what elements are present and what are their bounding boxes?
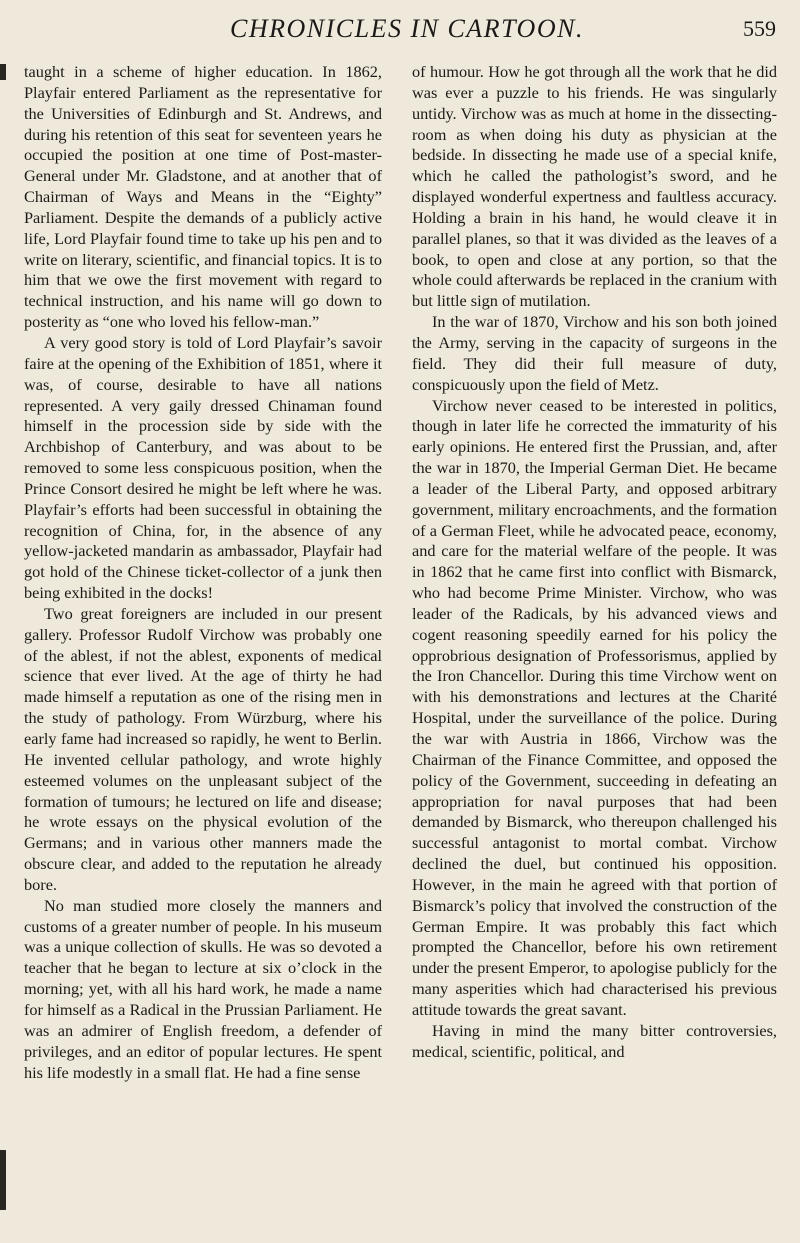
paragraph: Having in mind the many bitter controversies, medical, scientific, political, and — [412, 1020, 777, 1061]
paragraph: No man studied more closely the manners and customs of a greater number of people. In his museum was a unique collection of skulls. He was so devoted a teacher that he began to lecture at six o’clock in the morning; yet, with all his hard work, he made a name for himself as a Radical in the Prussian Parliament. He was an admirer of English freedom, a defender of privileges, and an editor of popular lectures. He spent his life modestly in a small flat. He had a fine sense — [24, 895, 382, 1082]
paragraph: Virchow never ceased to be interested in politics, though in later life he corrected the immaturity of his early opinions. He entered first the Prussian, and, after the war in 1870, the Imperial German Diet. He became a leader of the Liberal Party, and opposed arbitrary government, military encroachments, and the formation of a German Fleet, while he advocated peace, economy, and care for the material welfare of the people. It was in 1862 that he came first into conflict with Bismarck, who had become Prime Minister. Virchow, who was leader of the Radicals, by his advanced views and cogent reasoning speedily earned for his policy the opprobrious designation of Professorismus, applied by the Iron Chancellor. During this time Virchow went on with his demonstrations and lectures at the Charité Hospital, under the surveillance of the police. During the war with Austria in 1866, Virchow was the Chairman of the Finance Committee, and opposed the policy of the Government, succeeding in defeating an appropriation for naval purposes that had been demanded by Bismarck, who thereupon challenged his successful antagonist to mortal combat. Virchow declined the duel, but continued his opposition. However, in the main he agreed with that portion of Bismarck’s policy that involved the construction of the German Empire. It was probably this fact which prompted the Chancellor, before his own retirement under the present Emperor, to apologise publicly for the many asperities which had characterised his previous attitude towards the great savant. — [412, 395, 777, 1019]
right-column — [412, 62, 777, 1063]
paragraph: of humour. How he got through all the work that he did was ever a puzzle to his friends. He was singularly untidy. Virchow was as much at home in the dissecting-room as when doing his duty as physician at the bedside. In dissecting he made use of a special knife, which he called the pathologist’s sword, and he displayed wonderful expertness and faultless accuracy. Holding a brain in his hand, he would cleave it in parallel planes, so that it was divided as the leaves of a book, to open and close at any portion, so that the whole could afterwards be replaced in the cranium with but little sign of mutilation. — [412, 62, 777, 311]
page-edge-mark — [0, 1150, 6, 1210]
paragraph: In the war of 1870, Virchow and his son both joined the Army, serving in the capacity of surgeons in the field. They did their full measure of duty, conspicuously upon the field of Metz. — [412, 312, 777, 394]
page-number: 559 — [743, 16, 776, 41]
paragraph: Two great foreigners are included in our present gallery. Professor Rudolf Virchow was probably one of the ablest, if not the ablest, exponents of medical science that ever lived. At the age of thirty he had made himself a reputation as one of the rising men in the study of pathology. From Würzburg, where his early fame had increased so rapidly, he went to Berlin. He invented cellular pathology, and wrote highly esteemed volumes on the unpleasant subject of the formation of tumours; he lectured on life and disease; he wrote essays on the physical evolution of the Germans; and in various other manners made the obscure clear, and added to the reputation he already bore. — [24, 603, 382, 894]
paragraph: A very good story is told of Lord Playfair’s savoir faire at the opening of the Exhibition of 1851, where it was, of course, desirable to have all nations represented. A very gaily dressed Chinaman found himself in the procession side by side with the Archbishop of Canterbury, and was about to be removed to some less conspicuous position, when the Prince Consort desired he might be left where he was. Playfair’s efforts had been successful in obtaining the recognition of China, for, in the absence of any yellow-jacketed mandarin as ambassador, Playfair had got hold of the Chinese ticket-collector of a junk then being exhibited in the docks! — [24, 332, 382, 603]
left-column — [24, 62, 382, 1083]
running-header — [0, 14, 800, 50]
running-title: CHRONICLES IN CARTOON. — [230, 14, 584, 43]
page-edge-mark — [0, 64, 6, 80]
paragraph: taught in a scheme of higher education. In 1862, Playfair entered Parliament as the representative for the Universities of Edinburgh and St. Andrews, and during his retention of this seat for seventeen years he occupied the position at one time of Post-master-General under Mr. Gladstone, and at another that of Chairman of Ways and Means in the “Eighty” Parliament. Despite the demands of a publicly active life, Lord Playfair found time to take up his pen and to write on literary, scientific, and financial topics. It is to him that we owe the first movement with regard to technical instruction, and his name will go down to posterity as “one who loved his fellow-man.” — [24, 62, 382, 332]
